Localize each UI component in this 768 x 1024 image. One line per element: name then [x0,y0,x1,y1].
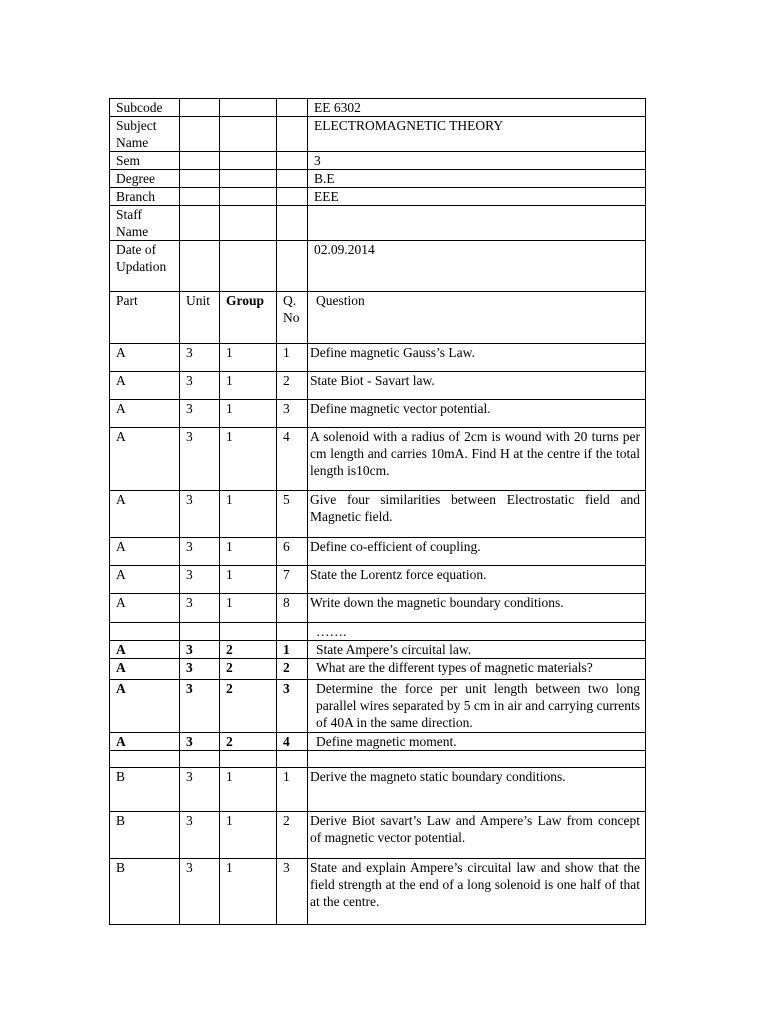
table-row: B 3 1 2 Derive Biot savart’s Law and Ampere’s Law from concept of magnetic vector potential. [110,812,646,859]
info-row-date [110,241,646,292]
header-question: Question [308,292,646,344]
question-text: Give four similarities between Electrostatic field and Magnetic field. [308,491,646,538]
subject-value: ELECTROMAGNETIC THEORY [308,117,646,152]
subject-label: Subject Name [110,117,180,152]
table-row: A 3 1 4 A solenoid with a radius of 2cm is wound with 20 turns per cm length and carries 10mA. Find H at the centre if the total length is10cm. [110,428,646,491]
question-text: ……. [308,623,646,641]
info-row-branch [110,188,646,206]
info-row-subject [110,117,646,152]
subcode-value: EE 6302 [308,99,646,117]
branch-value: EEE [308,188,646,206]
question-text: Define magnetic moment. [308,733,646,751]
table-row [110,751,646,768]
question-text: A solenoid with a radius of 2cm is wound with 20 turns per cm length and carries 10mA. Find H at the centre if the total length is10cm. [308,428,646,491]
degree-label: Degree [110,170,180,188]
table-row: B 3 1 3 State and explain Ampere’s circuital law and show that the field strength at the end of a long solenoid is one half of that at the centre. [110,859,646,925]
question-text: Derive Biot savart’s Law and Ampere’s Law from concept of magnetic vector potential. [308,812,646,859]
branch-label: Branch [110,188,180,206]
question-text: State and explain Ampere’s circuital law and show that the field strength at the end of a long solenoid is one half of that at the centre. [308,859,646,925]
question-text: State Biot - Savart law. [308,372,646,400]
staff-value [308,206,646,241]
table-row: A 3 1 6 Define co-efficient of coupling. [110,538,646,566]
sem-label: Sem [110,152,180,170]
staff-label: Staff Name [110,206,180,241]
table-row: A 3 1 8 Write down the magnetic boundary conditions. [110,594,646,623]
question-text: What are the different types of magnetic materials? [308,659,646,680]
header-part: Part [110,292,180,344]
date-value: 02.09.2014 [308,241,646,292]
header-unit: Unit [180,292,220,344]
table-row: A 3 1 5 Give four similarities between Electrostatic field and Magnetic field. [110,491,646,538]
question-text: Define magnetic Gauss’s Law. [308,344,646,372]
question-text: State Ampere’s circuital law. [308,641,646,659]
column-header-row [110,292,646,344]
question-text: Determine the force per unit length between two long parallel wires separated by 5 cm in air and carrying currents of 40A in the same direction. [308,680,646,733]
header-qno: Q.No [277,292,308,344]
table-row: A 3 1 2 State Biot - Savart law. [110,372,646,400]
question-text: Define magnetic vector potential. [308,400,646,428]
table-row: A 3 2 2 What are the different types of magnetic materials? [110,659,646,680]
question-text: Derive the magneto static boundary conditions. [308,768,646,812]
info-row-staff [110,206,646,241]
table-row: A 3 1 3 Define magnetic vector potential. [110,400,646,428]
subcode-label: Subcode [110,99,180,117]
sem-value: 3 [308,152,646,170]
info-row-subcode [110,99,646,117]
question-text: State the Lorentz force equation. [308,566,646,594]
info-row-degree [110,170,646,188]
question-bank-table [109,98,646,925]
question-text: Define co-efficient of coupling. [308,538,646,566]
table-row: B 3 1 1 Derive the magneto static boundary conditions. [110,768,646,812]
date-label: Date of Updation [110,241,180,292]
question-text: Write down the magnetic boundary conditions. [308,594,646,623]
table-row: A 3 1 7 State the Lorentz force equation. [110,566,646,594]
table-row: A 3 2 4 Define magnetic moment. [110,733,646,751]
degree-value: B.E [308,170,646,188]
table-row: A 3 2 3 Determine the force per unit length between two long parallel wires separated by 5 cm in air and carrying currents of 40A in the same direction. [110,680,646,733]
info-row-sem [110,152,646,170]
table-row: A 3 2 1 State Ampere’s circuital law. [110,641,646,659]
table-row [110,623,646,641]
header-group: Group [220,292,277,344]
table-row: A 3 1 1 Define magnetic Gauss’s Law. [110,344,646,372]
